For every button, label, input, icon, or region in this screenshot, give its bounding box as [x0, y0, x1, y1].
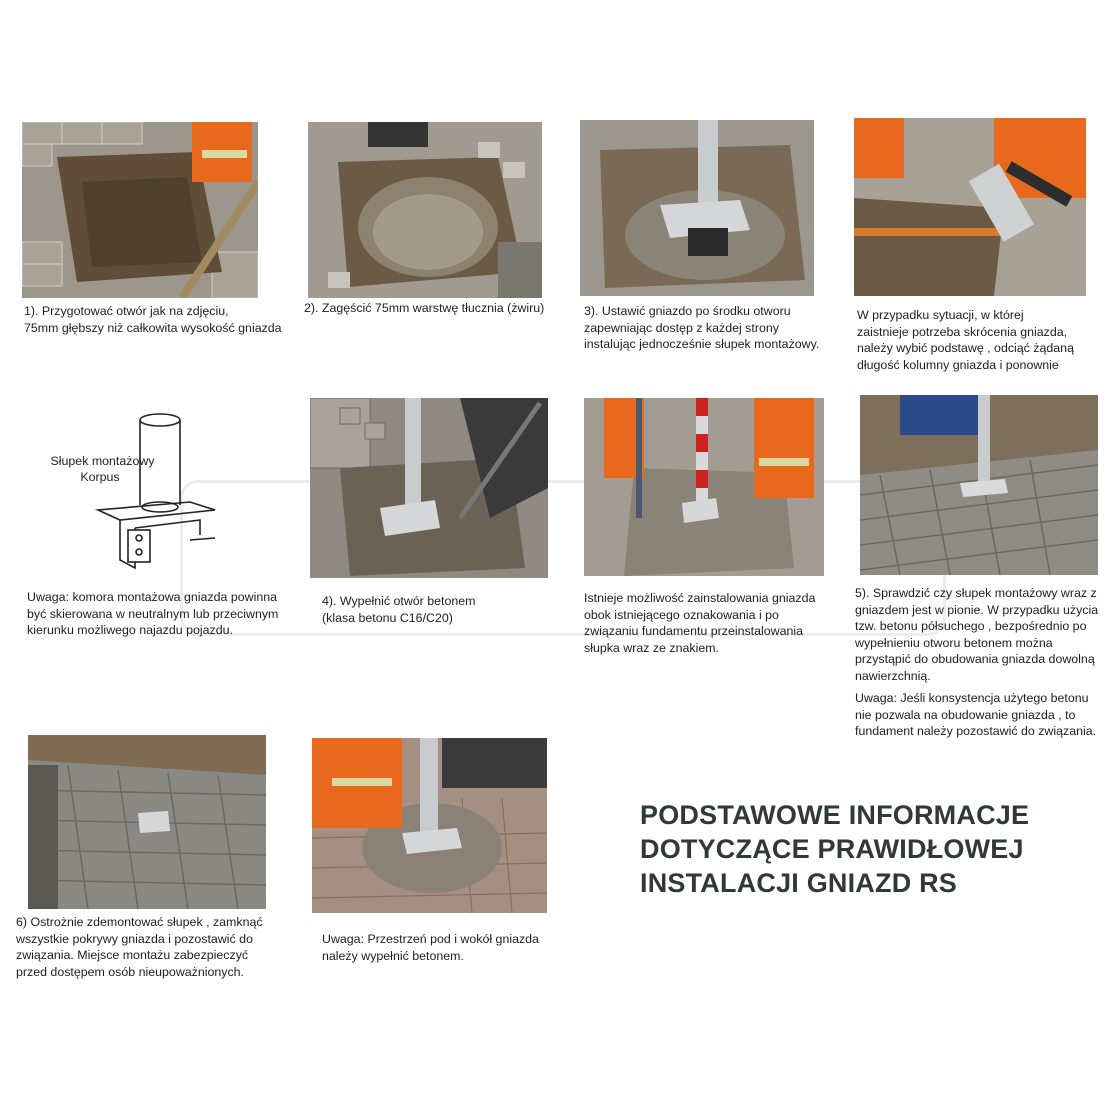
- diagram-label-body: Korpus: [80, 470, 120, 484]
- existing-sign-caption: Istnieje możliwość zainstalowania gniazda obok istniejącego oznakowania i po związaniu fundamentu przeinstalowania słupka wraz ze znakiem.: [584, 591, 816, 655]
- step5-photo-paving: [860, 395, 1098, 575]
- title-line-3: INSTALACJI GNIAZD RS: [640, 868, 958, 898]
- space-photo-fill: [312, 738, 547, 913]
- shorten-caption: W przypadku sytuacji, w której zaistnieje potrzeba skrócenia gniazda, należy wybić podstawę , odciąć żądaną długość kolumny gniazda i ponownie: [857, 308, 1074, 372]
- existing-sign-photo: [584, 398, 824, 576]
- step6-caption: 6) Ostrożnie zdemontować słupek , zamknąć wszystkie pokrywy gniazda i pozostawić do związania. Miejsce montażu zabezpieczyć przed dostępem osób nieupoważnionych.: [16, 915, 263, 979]
- diagram-label-post: Słupek montażowy: [50, 454, 155, 468]
- step4-caption: 4). Wypełnić otwór betonem (klasa betonu C16/C20): [322, 594, 476, 625]
- title-line-1: PODSTAWOWE INFORMACJE: [640, 800, 1030, 830]
- step3-photo-socket: [580, 120, 814, 296]
- socket-diagram: [40, 410, 240, 580]
- page-title: [640, 798, 1080, 900]
- step5-note: Uwaga: Jeśli konsystencja użytego betonu nie pozwala na obudowanie gniazda , to fundament należy pozostawić do związania.: [855, 691, 1097, 738]
- step1-caption: 1). Przygotować otwór jak na zdjęciu, 75mm głębszy niż całkowita wysokość gniazda: [24, 304, 282, 335]
- step2-caption: 2). Zagęścić 75mm warstwę tłucznia (żwiru): [304, 301, 545, 315]
- step5-caption: 5). Sprawdzić czy słupek montażowy wraz z gniazdem jest w pionie. W przypadku użycia tzw. betonu półsuchego , bezpośrednio po wypełnieniu otworu betonem można przystąpić do obudowania gniazda dowolną nawierzchnią.: [855, 586, 1099, 683]
- step3-caption: 3). Ustawić gniazdo po środku otworu zapewniając dostęp z każdej strony instalując jednocześnie słupek montażowy.: [584, 304, 820, 351]
- step4-photo-concrete: [310, 398, 548, 578]
- space-note: Uwaga: Przestrzeń pod i wokół gniazda należy wypełnić betonem.: [322, 932, 539, 963]
- title-line-2: DOTYCZĄCE PRAWIDŁOWEJ: [640, 834, 1024, 864]
- step6-photo-finished: [28, 735, 266, 909]
- step1-photo-pit: [22, 122, 258, 298]
- step2-photo-gravel: [308, 122, 542, 298]
- shorten-photo-cutting: [854, 118, 1086, 296]
- chamber-note: Uwaga: komora montażowa gniazda powinna być skierowana w neutralnym lub przeciwnym kierunku możliwego najazdu pojazdu.: [27, 590, 279, 637]
